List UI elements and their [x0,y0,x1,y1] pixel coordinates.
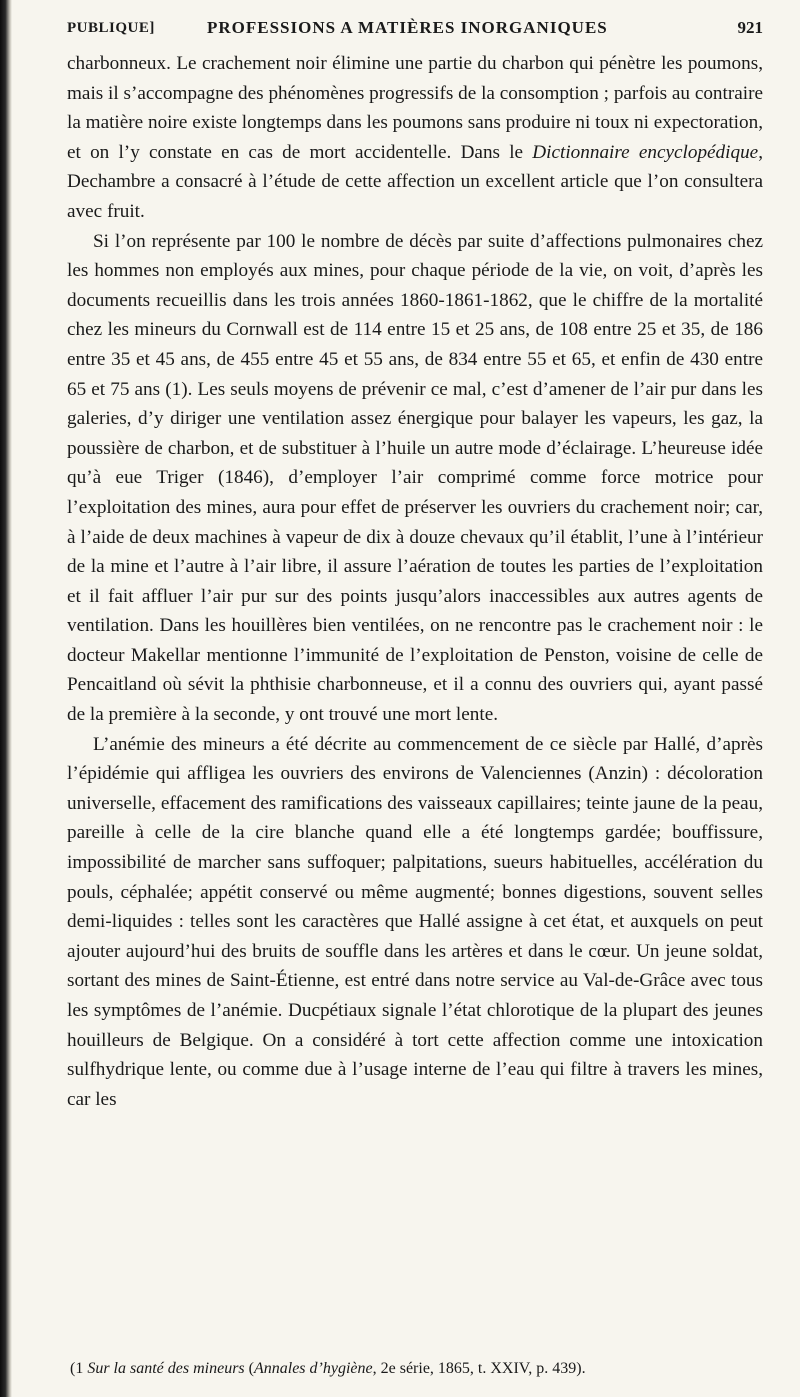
page-number: 921 [737,18,763,37]
footnote-ref: , 2e série, 1865, t. XXIV, p. 439). [372,1360,586,1377]
page-edge-shadow [0,0,12,1397]
header-left: PUBLIQUE] [67,20,155,36]
footnote-journal: Annales d’hygiène [253,1360,373,1377]
footnote-sep: ( [244,1360,254,1377]
paragraph-1-text-a: charbonneux. Le crachement noir élimine une partie du charbon qui pénètre les poumons, mais il s’accompagne des phénomènes progressifs de la consomption ; parfois au contraire la matière noire existe longtemps dans les poumons sans produire ni toux ni expectoration, et on l’y constate en cas de mort accidentelle. Dans le [67,53,763,163]
running-header [67,14,763,46]
paragraph-2: Si l’on représente par 100 le nombre de décès par suite d’affections pulmonaires chez les hommes non employés aux mines, pour chaque période de la vie, on voit, d’après les documents recueillis dans les trois années 1860-1861-1862, que le chiffre de la mortalité chez les mineurs du Cornwall est de 114 entre 15 et 25 ans, de 108 entre 25 et 35, de 186 entre 35 et 45 ans, de 455 entre 45 et 55 ans, de 834 entre 55 et 65, et enfin de 430 entre 65 et 75 ans (1). Les seuls moyens de prévenir ce mal, c’est d’amener de l’air pur dans les galeries, d’y diriger une ventilation assez énergique pour balayer les vapeurs, les gaz, la poussière de charbon, et de substituer à l’huile un autre mode d’éclairage. L’heureuse idée qu’à eue Triger (1846), d’employer l’air comprimé comme force motrice pour l’exploitation des mines, aura pour effet de préserver les ouvriers du crachement noir; car, à l’aide de deux machines à vapeur de dix à douze chevaux qu’il établit, l’une à l’intérieur de la mine et l’autre à l’air libre, il assure l’aération de toutes les parties de l’exploitation et il fait affluer l’air pur sur des points jusqu’alors inaccessibles aux autres agents de ventilation. Dans les houillères bien ventilées, on ne rencontre pas le crachement noir : le docteur Makellar mentionne l’immunité de l’exploitation de Penston, voisine de celle de Pencaitland où sévit la phthisie charbonneuse, et il a connu des ouvriers qui, ayant passé de la première à la seconde, y ont trouvé une mort lente. [67,230,763,726]
paragraph-3: L’anémie des mineurs a été décrite au commencement de ce siècle par Hallé, d’après l’épidémie qui affligea les ouvriers des environs de Valenciennes (Anzin) : décoloration universelle, effacement des ramifications des vaisseaux capillaires; teinte jaune de la peau, pareille à celle de la cire blanche quand elle a été longtemps gardée; bouffissure, impossibilité de marcher sans suffoquer; palpitations, sueurs habituelles, accélération du pouls, céphalée; appétit conservé ou même augmenté; bonnes digestions, souvent selles demi-liquides : telles sont les caractères que Hallé assigne à cet état, et auxquels on peut ajouter aujourd’hui des bruits de souffle dans les artères et dans le cœur. Un jeune soldat, sortant des mines de Saint-Étienne, est entré dans notre service au Val-de-Grâce avec tous les symptômes de l’anémie. Ducpétiaux signale l’état chlorotique de la plupart des jeunes houilleurs de Belgique. On a considéré à tort cette affection comme une intoxication sulfhydrique lente, ou comme due à l’usage interne de l’eau qui filtre à travers les mines, car les [67,733,763,1110]
footnote [70,1358,766,1380]
paragraph-1-text-b: , Dechambre a consacré à l’étude de cette affection un excellent article que l’on consultera avec fruit. [67,141,763,222]
paragraph-1-italic: Dictionnaire encyclopédique [532,141,759,163]
footnote-title: Sur la santé des mineurs [87,1360,245,1377]
body-text [67,49,763,1114]
footnote-marker: (1 [70,1360,88,1377]
header-title: PROFESSIONS A MATIÈRES INORGANIQUES [207,18,608,37]
paragraph-1 [67,49,763,227]
